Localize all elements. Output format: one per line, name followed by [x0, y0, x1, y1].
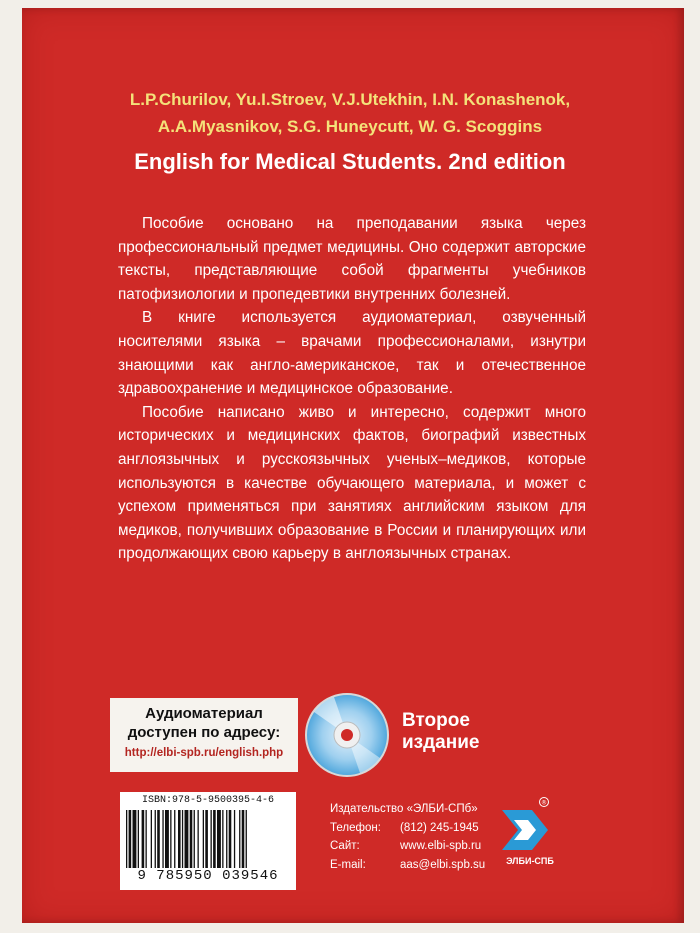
barcode-bar	[242, 810, 245, 868]
description-paragraph-1: Пособие основано на преподавании языка через профессиональный предмет медицины. Оно содержит авторские тексты, представляющие собой фрагменты учебников патофизиологии и пропедевтики внутренних болезней.	[118, 215, 586, 303]
barcode-bar	[185, 810, 189, 868]
barcode-bar	[222, 810, 223, 868]
barcode-bar	[157, 810, 160, 868]
site-value[interactable]: www.elbi-spb.ru	[400, 840, 482, 852]
description-paragraph-3: Пособие написано живо и интересно, содержит много исторических и медицинских фактов, биографий известных англоязычных и русскоязычных ученых–медиков, которые используются в качестве обучающего материала, и может с успехом применяться при занятиях английским языком для медиков, получивших образование в России и планирующих или продолжающих свою карьеру в англоязычных странах.	[118, 403, 586, 563]
barcode-bar	[182, 810, 183, 868]
audio-line-2: доступен по адресу:	[127, 724, 281, 741]
publisher-name: Издательство «ЭЛБИ-СПб»	[330, 803, 478, 815]
description	[118, 212, 586, 566]
site-label: Сайт:	[330, 840, 360, 852]
description-paragraph-2: В книге используется аудиоматериал, озвученный носителями языка – врачами профессионалами, изнутри знающими как англо-американское, так и отечественное здравоохранение и медицинское образование.	[118, 309, 586, 398]
authors-line-1: L.P.Churilov, Yu.I.Stroev, V.J.Utekhin, I.N. Konashenok,	[129, 90, 571, 109]
cd-disc-icon	[304, 692, 390, 778]
authors-line-2: A.A.Myasnikov, S.G. Huneycutt, W. G. Scoggins	[157, 117, 543, 136]
barcode-bar	[213, 810, 216, 868]
barcode-bar	[126, 810, 127, 868]
barcode-bar	[170, 810, 171, 868]
barcode-bar	[239, 810, 240, 868]
audio-info-box	[110, 698, 298, 772]
registered-mark: ®	[541, 799, 547, 807]
barcode-box	[120, 792, 296, 890]
barcode-bar	[234, 810, 235, 868]
audio-url-link[interactable]: http://elbi-spb.ru/english.php	[124, 747, 284, 759]
barcode-icon	[126, 810, 290, 868]
email-value[interactable]: aas@elbi.spb.su	[400, 858, 486, 871]
barcode-bar	[155, 810, 156, 868]
barcode-bar	[194, 810, 195, 868]
email-label: E-mail:	[330, 858, 366, 871]
logo-text: ЭЛБИ-СПБ	[506, 856, 554, 866]
publisher-info	[330, 800, 485, 874]
barcode-bar	[246, 810, 247, 868]
barcode-bar	[142, 810, 145, 868]
barcode-bar	[203, 810, 204, 868]
barcode-bar	[211, 810, 212, 868]
barcode-bar	[129, 810, 132, 868]
barcode-bar	[138, 810, 139, 868]
phone-value: (812) 245-1945	[400, 821, 479, 834]
edition-label	[402, 710, 479, 754]
barcode-bar	[198, 810, 199, 868]
barcode-bar	[133, 810, 137, 868]
phone-label: Телефон:	[330, 821, 381, 834]
barcode-bar	[178, 810, 181, 868]
barcode-bar	[205, 810, 208, 868]
barcode-bar	[229, 810, 232, 868]
barcode-bar	[146, 810, 147, 868]
book-title: English for Medical Students. 2nd edition	[134, 149, 566, 174]
audio-line-1: Аудиоматериал	[145, 705, 263, 722]
barcode-bar	[162, 810, 163, 868]
edition-line-1: Второе	[402, 710, 470, 731]
barcode-bar	[190, 810, 193, 868]
barcode-bar	[174, 810, 175, 868]
barcode-bar	[151, 810, 152, 868]
ean-number: 9 785950 039546	[137, 868, 279, 884]
edition-line-2: издание	[402, 732, 480, 753]
barcode-bar	[217, 810, 221, 868]
barcode-bar	[226, 810, 227, 868]
isbn-number: ISBN:978-5-9500395-4-6	[141, 795, 275, 806]
publisher-logo-icon	[498, 796, 562, 870]
barcode-bar	[165, 810, 169, 868]
